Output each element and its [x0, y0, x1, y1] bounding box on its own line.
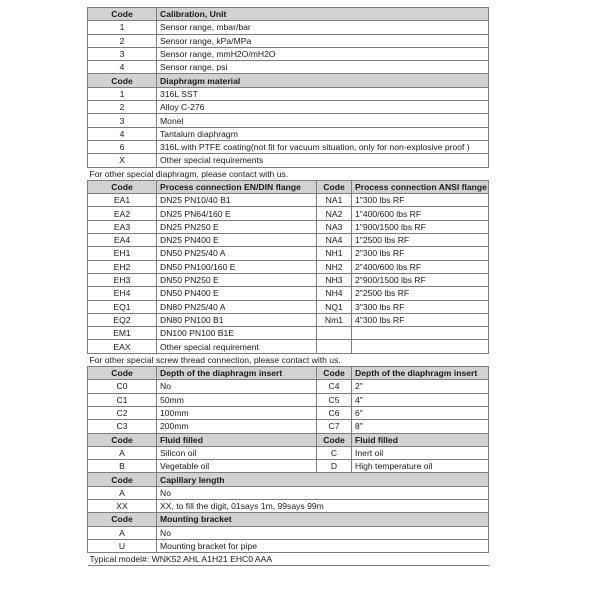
table-row [88, 21, 489, 34]
code-cell: EH3 [88, 273, 157, 286]
code-cell: 1 [88, 87, 157, 100]
diaphragm-header-row [88, 74, 489, 87]
code-cell: EQ2 [88, 313, 157, 326]
code-cell: A [88, 486, 157, 499]
code-cell: NA1 [317, 194, 352, 207]
table-row [88, 340, 489, 353]
code-cell: C1 [88, 393, 157, 406]
code-cell: C7 [317, 420, 352, 433]
description-cell: No [157, 486, 489, 499]
code-cell: X [88, 154, 157, 167]
description-cell: DN80 PN25/40 A [157, 300, 317, 313]
description-cell: 2"900/1500 lbs RF [352, 273, 489, 286]
code-cell: EAX [88, 340, 157, 353]
code-cell: C4 [317, 380, 352, 393]
code-header: Code [317, 367, 352, 380]
description-cell: DN50 PN25/40 A [157, 247, 317, 260]
code-cell: EA2 [88, 207, 157, 220]
calibration-title: Calibration, Unit [157, 8, 489, 21]
code-cell: NH1 [317, 247, 352, 260]
code-header: Code [88, 180, 157, 193]
typical-model-row [88, 553, 489, 566]
description-cell: Tantalum diaphragm [157, 127, 489, 140]
description-cell: 4" [352, 393, 489, 406]
code-cell: U [88, 539, 157, 552]
code-cell: EM1 [88, 327, 157, 340]
table-row [88, 34, 489, 47]
code-cell: C3 [88, 420, 157, 433]
diaphragm-note-row [88, 167, 489, 180]
model-code-table-body [88, 8, 489, 566]
table-row [88, 207, 489, 220]
table-row [88, 300, 489, 313]
table-row [88, 420, 489, 433]
code-cell [317, 327, 352, 340]
connection-title: Process connection EN/DIN flange [157, 180, 317, 193]
description-cell: Other special requirement [157, 340, 317, 353]
description-cell: 1"400/600 lbs RF [352, 207, 489, 220]
table-row [88, 87, 489, 100]
description-cell: No [157, 526, 489, 539]
description-cell: DN25 PN64/160 E [157, 207, 317, 220]
description-cell: High temperature oil [352, 460, 489, 473]
code-cell: B [88, 460, 157, 473]
table-row [88, 406, 489, 419]
description-cell: 2"2500 lbs RF [352, 287, 489, 300]
code-cell: EH2 [88, 260, 157, 273]
table-row [88, 313, 489, 326]
description-cell: 2"400/600 lbs RF [352, 260, 489, 273]
description-cell: DN50 PN250 E [157, 273, 317, 286]
fluid-title: Fluid filled [157, 433, 317, 446]
table-row [88, 539, 489, 552]
table-row [88, 273, 489, 286]
description-cell: 200mm [157, 420, 317, 433]
code-header: Code [88, 367, 157, 380]
code-header: Code [88, 513, 157, 526]
table-row [88, 486, 489, 499]
description-cell: 1"2500 lbs RF [352, 234, 489, 247]
description-cell: 100mm [157, 406, 317, 419]
bracket-title: Mounting bracket [157, 513, 489, 526]
code-header: Code [88, 433, 157, 446]
note-text: For other special screw thread connection, please contact with us. [88, 353, 489, 366]
code-cell: C6 [317, 406, 352, 419]
diaphragm-title: Diaphragm material [157, 74, 489, 87]
description-cell [352, 327, 489, 340]
description-cell: DN50 PN400 E [157, 287, 317, 300]
description-cell: Mounting bracket for pipe [157, 539, 489, 552]
table-row [88, 446, 489, 459]
code-cell: NA2 [317, 207, 352, 220]
code-cell: EA4 [88, 234, 157, 247]
description-cell: 8" [352, 420, 489, 433]
table-row [88, 127, 489, 140]
table-row [88, 260, 489, 273]
description-cell: Inert oil [352, 446, 489, 459]
description-cell: XX, to fill the digit, 01says 1m, 99says 99m [157, 499, 489, 512]
code-cell: NH4 [317, 287, 352, 300]
description-cell [352, 340, 489, 353]
code-cell [317, 340, 352, 353]
table-row [88, 234, 489, 247]
code-header: Code [88, 8, 157, 21]
description-cell: 50mm [157, 393, 317, 406]
code-header: Code [88, 74, 157, 87]
table-row [88, 526, 489, 539]
description-cell: DN25 PN400 E [157, 234, 317, 247]
code-cell: D [317, 460, 352, 473]
model-code-sheet [87, 7, 488, 566]
capillary-header-row [88, 473, 489, 486]
code-header: Code [317, 433, 352, 446]
table-row [88, 47, 489, 60]
description-cell: 2" [352, 380, 489, 393]
description-cell: 2"300 lbs RF [352, 247, 489, 260]
description-cell: Vegetable oil [157, 460, 317, 473]
code-cell: 6 [88, 140, 157, 153]
code-cell: NA3 [317, 220, 352, 233]
table-row [88, 101, 489, 114]
code-cell: NA4 [317, 234, 352, 247]
code-cell: 2 [88, 34, 157, 47]
description-cell: Other special requirements [157, 154, 489, 167]
code-cell: EA1 [88, 194, 157, 207]
description-cell: Silicon oil [157, 446, 317, 459]
fluid-title-right: Fluid filled [352, 433, 489, 446]
code-header: Code [317, 180, 352, 193]
connection-note-row [88, 353, 489, 366]
model-code-table [87, 7, 489, 566]
description-cell: Alloy C-276 [157, 101, 489, 114]
description-cell: 3"300 lbs RF [352, 300, 489, 313]
connection-title-right: Process connection ANSI flange [352, 180, 489, 193]
table-row [88, 393, 489, 406]
code-cell: NQ1 [317, 300, 352, 313]
code-cell: EA3 [88, 220, 157, 233]
code-cell: 1 [88, 21, 157, 34]
code-cell: C [317, 446, 352, 459]
table-row [88, 460, 489, 473]
code-cell: NH3 [317, 273, 352, 286]
table-row [88, 154, 489, 167]
code-header: Code [88, 473, 157, 486]
description-cell: Sensor range, mmH2O/mH2O [157, 47, 489, 60]
code-cell: EH1 [88, 247, 157, 260]
bracket-header-row [88, 513, 489, 526]
description-cell: 316L with PTFE coating(not fit for vacuum situation, only for non-explosive proof ) [157, 140, 489, 153]
code-cell: A [88, 526, 157, 539]
table-row [88, 247, 489, 260]
code-cell: 2 [88, 101, 157, 114]
code-cell: XX [88, 499, 157, 512]
table-row [88, 499, 489, 512]
description-cell: 4"300 lbs RF [352, 313, 489, 326]
description-cell: Sensor range, mbar/bar [157, 21, 489, 34]
code-cell: 4 [88, 61, 157, 74]
code-cell: 3 [88, 114, 157, 127]
capillary-title: Capillary length [157, 473, 489, 486]
table-row [88, 140, 489, 153]
code-cell: 3 [88, 47, 157, 60]
note-text: For other special diaphragm, please contact with us. [88, 167, 489, 180]
table-row [88, 327, 489, 340]
code-cell: 4 [88, 127, 157, 140]
description-cell: Monel [157, 114, 489, 127]
code-cell: A [88, 446, 157, 459]
code-cell: NH2 [317, 260, 352, 273]
table-row [88, 61, 489, 74]
typical-model-text: Typical model#: WNK52 AHL A1H21 EHC0 AAA [88, 553, 489, 566]
description-cell: 1"900/1500 lbs RF [352, 220, 489, 233]
connection-header-row [88, 180, 489, 193]
fluid-header-row [88, 433, 489, 446]
description-cell: Sensor range, kPa/MPa [157, 34, 489, 47]
table-row [88, 287, 489, 300]
code-cell: EQ1 [88, 300, 157, 313]
code-cell: C2 [88, 406, 157, 419]
description-cell: 316L SST [157, 87, 489, 100]
description-cell: 1"300 lbs RF [352, 194, 489, 207]
table-row [88, 220, 489, 233]
depth-title: Depth of the diaphragm insert [157, 367, 317, 380]
code-cell: Nm1 [317, 313, 352, 326]
table-row [88, 194, 489, 207]
table-row [88, 380, 489, 393]
depth-header-row [88, 367, 489, 380]
description-cell: No [157, 380, 317, 393]
description-cell: DN50 PN100/160 E [157, 260, 317, 273]
description-cell: Sensor range, psi [157, 61, 489, 74]
description-cell: 6" [352, 406, 489, 419]
depth-title-right: Depth of the diaphragm insert [352, 367, 489, 380]
description-cell: DN25 PN250 E [157, 220, 317, 233]
table-row [88, 114, 489, 127]
calibration-header-row [88, 8, 489, 21]
code-cell: EH4 [88, 287, 157, 300]
code-cell: C0 [88, 380, 157, 393]
description-cell: DN25 PN10/40 B1 [157, 194, 317, 207]
description-cell: DN100 PN100 B1E [157, 327, 317, 340]
code-cell: C5 [317, 393, 352, 406]
description-cell: DN80 PN100 B1 [157, 313, 317, 326]
